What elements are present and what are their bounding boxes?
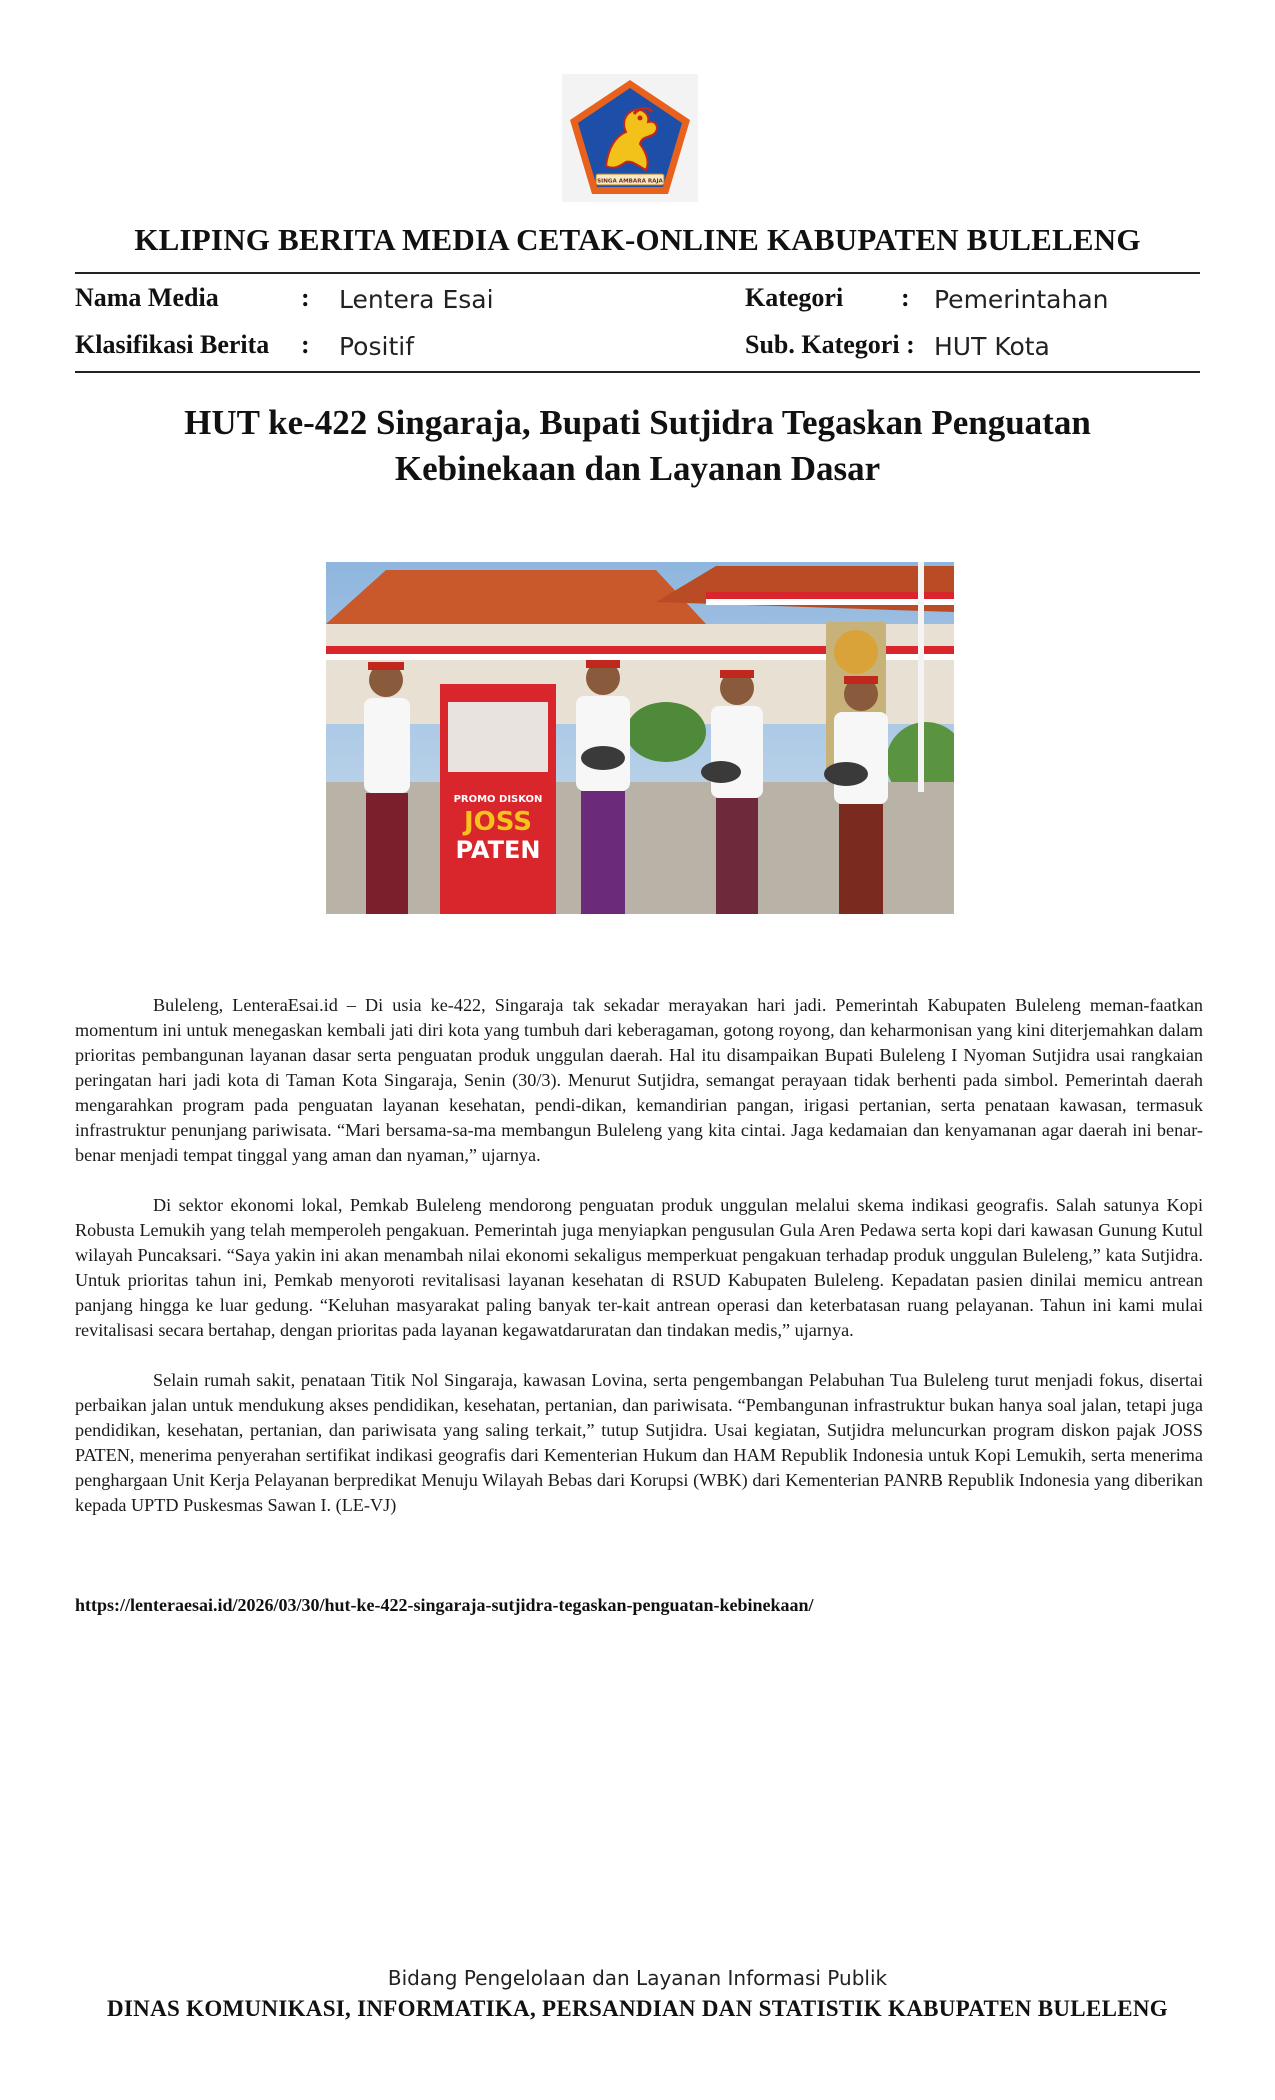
top-divider [75,272,1200,274]
source-link[interactable]: https://lenteraesai.id/2026/03/30/hut-ke-422-singaraja-sutjidra-tegaskan-penguatan-kebinekaan/ [75,1595,814,1615]
sub-kategori-value: HUT Kota [934,332,1050,361]
footer-division: Bidang Pengelolaan dan Layanan Informasi Publik [387,1966,888,1990]
article-body [75,993,1203,1543]
logo-motto-text: SINGA AMBARA RAJA [597,178,663,185]
nama-media-colon: : [301,283,310,312]
klasifikasi-label: Klasifikasi Berita [75,330,270,359]
nama-media-value: Lentera Esai [339,285,494,314]
bottom-divider [75,371,1200,373]
article-photo [326,562,954,914]
footer-department: DINAS KOMUNIKASI, INFORMATIKA, PERSANDIAN DAN STATISTIK KABUPATEN BULELENG [107,1996,1168,2021]
shield-emblem-icon [562,74,698,202]
nama-media-label: Nama Media [75,283,219,312]
kategori-value: Pemerintahan [934,285,1109,314]
klasifikasi-colon: : [301,330,310,359]
kategori-label: Kategori [745,283,844,312]
headline-line-2: Kebinekaan dan Layanan Dasar [394,449,881,488]
klasifikasi-value: Positif [339,332,414,361]
article-paragraph: Di sektor ekonomi lokal, Pemkab Buleleng mendorong penguatan produk unggulan melalui skema indikasi geografis. Salah satunya Kopi Robusta Lemukih yang telah memperoleh pengakuan. Pemerintah juga menyiapkan pengusulan Gula Aren Pedawa serta kopi dari kawasan Gunung Kutul wilayah Puncaksari. “Saya yakin ini akan menambah nilai ekonomi sekaligus memperkuat pengakuan terhadap produk unggulan Buleleng,” kata Sutjidra. Untuk prioritas tahun ini, Pemkab menyoroti revitalisasi layanan kesehatan di RSUD Kabupaten Buleleng. Kepadatan pasien dinilai memicu antrean panjang hingga ke luar gedung. “Keluhan masyarakat paling banyak ter-kait antrean operasi dan keterbatasan ruang pelayanan. Tahun ini kami mulai revitalisasi secara bertahap, dengan prioritas pada layanan kegawatdaruratan dan tindakan medis,” ujarnya. [75,1195,1203,1340]
ceremony-photo-image [326,562,954,914]
banner-paten-text: PATEN [455,836,541,864]
article-paragraph: Buleleng, LenteraEsai.id – Di usia ke-422, Singaraja tak sekadar merayakan hari jadi. Pemerintah Kabupaten Buleleng meman-faatkan momentum ini untuk menegaskan kembali jati diri kota yang tumbuh dari keberagaman, gotong royong, dan keharmonisan yang kini diterjemahkan dalam prioritas pembangunan layanan dasar serta penguatan produk unggulan daerah. Hal itu disampaikan Bupati Buleleng I Nyoman Sutjidra usai rangkaian peringatan hari jadi kota di Taman Kota Singaraja, Senin (30/3). Menurut Sutjidra, semangat perayaan tidak berhenti pada simbol. Pemerintah daerah mengarahkan program pada penguatan layanan kesehatan, pendi-dikan, kemandirian pangan, irigasi pertanian, serta penataan kawasan, termasuk infrastruktur penunjang pariwisata. “Mari bersama-sa-ma membangun Buleleng yang kita cintai. Jaga kedamaian dan kenyamanan agar daerah ini benar-benar menjadi tempat tinggal yang aman dan nyaman,” ujarnya. [75,995,1203,1165]
article-headline [120,400,1155,492]
kabupaten-buleleng-logo [562,74,698,202]
banner-joss-text: JOSS [463,807,533,837]
sub-kategori-label: Sub. Kategori : [745,330,915,359]
article-paragraph: Selain rumah sakit, penataan Titik Nol Singaraja, kawasan Lovina, serta pengembangan Pelabuhan Tua Buleleng turut menjadi fokus, disertai perbaikan jalan untuk mendukung akses pendidikan, kesehatan, pertanian, dan pariwisata. “Pembangunan infrastruktur bukan hanya soal jalan, tetapi juga pendidikan, kesehatan, pertanian, dan pariwisata yang saling terkait,” tutup Sutjidra. Usai kegiatan, Sutjidra meluncurkan program diskon pajak JOSS PATEN, menerima penyerahan sertifikat indikasi geografis dari Kementerian Hukum dan HAM Republik Indonesia untuk Kopi Lemukih, serta menerima penghargaan Unit Kerja Pelayanan berpredikat Menuju Wilayah Bebas dari Korupsi (WBK) dari Kementerian PANRB Republik Indonesia yang diberikan kepada UPTD Puskesmas Sawan I. (LE-VJ) [75,1370,1203,1515]
document-title: KLIPING BERITA MEDIA CETAK-ONLINE KABUPATEN BULELENG [134,222,1141,257]
banner-promo-text: PROMO DISKON [453,794,543,805]
headline-line-1: HUT ke-422 Singaraja, Bupati Sutjidra Tegaskan Penguatan [184,403,1091,442]
kategori-colon: : [901,283,910,312]
